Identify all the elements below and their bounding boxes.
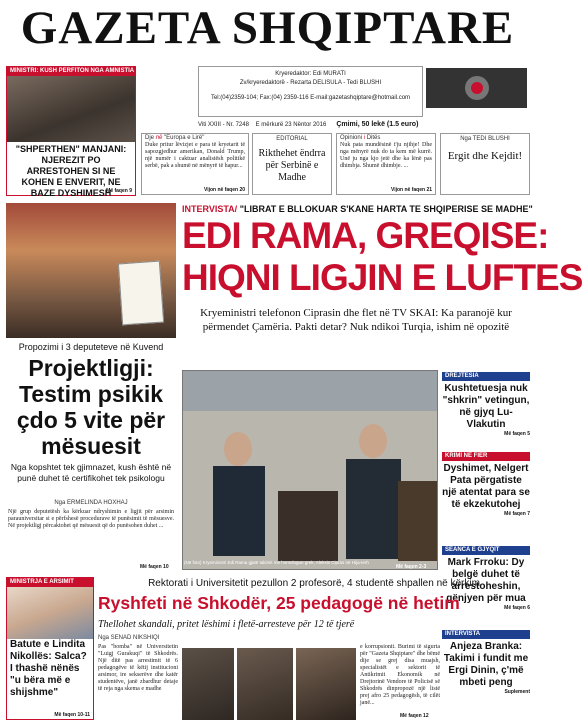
- column-opinioni-tag-name: Ditës: [366, 135, 381, 141]
- column-dje-more: Vijon në faqen 20: [203, 187, 245, 193]
- lead-kicker: [182, 203, 533, 215]
- bottom-headline[interactable]: Ryshfeti në Shkodër, 25 pedagogë në hetim: [98, 593, 460, 613]
- side-item-drejtesia-headline: Kushtetuesja nuk "shkrin" vetingun, në gjyq Lu-Vlakutin: [442, 383, 530, 430]
- left-story-kicker: Propozimi i 3 deputeteve në Kuvend: [18, 342, 164, 352]
- lead-headline-line1: EDI RAMA, GREQISE:: [182, 215, 549, 256]
- column-dje-tag-prefix: Dje: [145, 135, 155, 141]
- issue-date: E mërkurë 23 Nëntor 2016: [255, 122, 327, 128]
- bottom-photo-2: [237, 648, 293, 720]
- side-item-drejtesia-label: DREJTESIA: [442, 372, 530, 381]
- column-dje-text: Duke pritur lëvizjet e para të kryetarit të sapozgjedhur amerikan, Donald Trump, një numër i caktuar analistësh politikë serbë, pak a shumë në mënyrë të hapur...: [145, 142, 245, 169]
- side-item-intervista-headline: Anjeza Branka: Takimi i fundit me Ergi Dinin, ç'më mbeti peng: [443, 641, 529, 688]
- top-left-box[interactable]: [6, 66, 136, 196]
- column-opinioni-tag-prefix: Opinioni: [340, 135, 363, 141]
- column-editorial-headline: Rikthehet ëndrra për Serbinë e Madhe: [258, 148, 326, 183]
- masthead: GAZETA SHQIPTARE: [20, 2, 515, 54]
- contacts-line: Tel:(04)2359-104; Fax:(04) 2359-116 E-mail:gazetashqiptare@hotmail.com: [210, 95, 411, 101]
- top-left-headline: "SHPERTHEN" MANJANI: NJEREZIT PO ARRESTOHEN SI NE KOHEN E ENVERIT, NE BAZE DYSHIMESH: [15, 144, 127, 198]
- side-item-drejtesia[interactable]: [442, 372, 530, 437]
- left-story-byline: Nga ERMELINDA HOXHAJ: [54, 500, 128, 506]
- column-opinioni-tag: [337, 134, 435, 142]
- bottom-left-box[interactable]: [6, 577, 94, 720]
- brand-logo-icon: [462, 73, 492, 103]
- top-left-more: Më faqen 9: [106, 188, 132, 194]
- column-opinioni-text: Nuk pata mundësinë t'ju njihje! Dhe nga mënyrë nuk do ta kem më kurrë. Unë ju nga kjo jetë dhe ka lënë pas dhimbja. Shumë dhimbje. ...: [340, 142, 432, 169]
- lead-kicker-label: INTERVISTA/: [182, 204, 238, 214]
- lead-kicker-text: "LIBRAT E BLLOKUAR S'KANE HARTA TE SHQIPERISE SE MADHE": [239, 204, 533, 214]
- left-story-more: Më faqen 10: [140, 564, 169, 570]
- left-story-subhead: Nga kopshtet tek gjimnazet, kush është në punë duhet të certifikohet tek psikologu: [10, 462, 172, 483]
- issue-line: [198, 120, 528, 130]
- bottom-left-label: MINISTRJA E ARSIMIT: [7, 578, 93, 587]
- top-left-photo: [7, 76, 135, 142]
- top-left-label: MINISTRI: KUSH PERFITON NGA AMNISTIA: [7, 67, 135, 76]
- deputies-line: Zv/kryeredaktorë - Rezarta DELISULA - Tedi BLUSHI: [239, 80, 382, 86]
- side-item-krimi-label: KRIMI NE FIER: [442, 452, 530, 461]
- bottom-left-more: Më faqen 10-11: [54, 712, 90, 718]
- bottom-text-right: e korrupsionit. Burimi të sigurta për "Gazeta Shqiptare" dhe bëmë dije se grej disa muajsh, specialistët e sektorit të Antikrimit Ekonomik në Drejtorinë Vendore të Policisë së Shkodrës dinpropozë një listë prej afro 25 pedagogësh, të cilët janë...: [360, 644, 440, 706]
- bottom-left-headline: Batute e Lindita Nikollës: Salca? I thashë nënës "u bëra më e shijshme": [10, 639, 87, 698]
- bottom-left-photo: [7, 587, 93, 639]
- editorial-header: [198, 66, 423, 117]
- bottom-photo-1: [182, 648, 234, 720]
- side-item-intervista-more: Suplement: [504, 689, 530, 695]
- column-dje-tag: [142, 134, 248, 142]
- side-item-drejtesia-more: Më faqen 5: [504, 431, 530, 437]
- lead-photo-figures: [183, 371, 437, 569]
- side-item-krimi-more: Më faqen 7: [504, 511, 530, 517]
- side-item-seanca-more: Më faqen 6: [504, 605, 530, 611]
- lead-photo: [182, 370, 438, 570]
- column-blushi-tag: Nga TEDI BLUSHI: [460, 136, 510, 142]
- draft-law-document: [118, 261, 164, 326]
- brand-logo-block: [426, 68, 527, 108]
- bottom-more: Më faqen 12: [400, 713, 429, 719]
- lead-subhead: Kryeministri telefonon Ciprasin dhe flet në TV SKAI: Ka paranojë kur përmendet Çamëria. Pakti detar? Nuk ndikoi Turqia, ishim në opozitë: [200, 307, 512, 333]
- lead-headline[interactable]: [182, 215, 582, 299]
- bottom-photo-3: [296, 648, 356, 720]
- lead-photo-caption: (Në foto) Kryeministri Edi Rama gjatë takimit me homologun grek, Aleksis Cipras në Hija-Ierh: [184, 560, 369, 565]
- side-item-intervista[interactable]: [442, 630, 530, 695]
- side-item-krimi-headline: Dyshimet, Nelgert Pata përgatiste një atentat para se të ekzekutohej: [442, 463, 530, 510]
- editor-line: Kryeredaktor: Edi MURATI: [275, 71, 346, 77]
- column-dje-tag-mark: në: [155, 135, 163, 141]
- issue-price: Çmimi, 50 lekë (1.5 euro): [336, 121, 419, 128]
- column-blushi-headline: Ergit dhe Kejdit!: [447, 150, 523, 162]
- side-item-intervista-label: INTERVISTA: [442, 630, 530, 639]
- bottom-byline: Nga SENAD NIKSHIQI: [98, 635, 160, 641]
- column-opinioni-more: Vijon në faqen 21: [390, 187, 432, 193]
- column-opinioni-tag-mark: i: [363, 135, 366, 141]
- column-blushi[interactable]: [440, 133, 530, 195]
- bottom-text-left: Pas "bomba" në Universitetin "Luigj Gurakuqi" të Shkodrës. Një ditë pas arrestimit të 6 pedagogëve të këtij institucioni arsimor, ire sekserëve dhe katër studentëve, janë zbardhur detaje të reja nga skema e madhe: [98, 644, 178, 692]
- column-dje[interactable]: [141, 133, 249, 195]
- side-item-seanca-label: SEANCA E GJYQIT: [442, 546, 530, 555]
- lead-more: Më faqen 2-3: [396, 564, 427, 570]
- lead-headline-line2: HIQNI LIGJIN E LUFTES: [182, 257, 582, 298]
- issue-number: Viti XXIII - Nr. 7248: [198, 122, 249, 128]
- bottom-kicker: Rektorati i Universitetit pezullon 2 profesorë, 4 studentë shpallen në kërkim: [148, 578, 480, 589]
- column-dje-tag-name: "Europa e Lirë": [164, 135, 205, 141]
- bottom-subhead: Thellohet skandali, pritet lëshimi i fletë-arresteve për 12 të tjerë: [98, 619, 355, 630]
- left-story-text: Një grup deputetësh ka kërkuar ndryshimin e ligjit për arsimin parauniversitar si e përfshesë procedurave të punësimit të mësuesve. Në projektligj përcaktohet që mësuesit që do punësohen duhet ...: [8, 509, 174, 529]
- column-editorial[interactable]: [252, 133, 332, 195]
- column-opinioni[interactable]: [336, 133, 436, 195]
- column-editorial-tag: EDITORIAL: [276, 136, 308, 142]
- side-item-seanca-headline: Mark Frroku: Dy belgë duhet të arrestoheshin, gënjyen për mua: [446, 557, 526, 604]
- side-item-krimi[interactable]: [442, 452, 530, 517]
- left-story-headline[interactable]: Projektligji: Testim psikik çdo 5 vite për mësuesit: [16, 355, 166, 459]
